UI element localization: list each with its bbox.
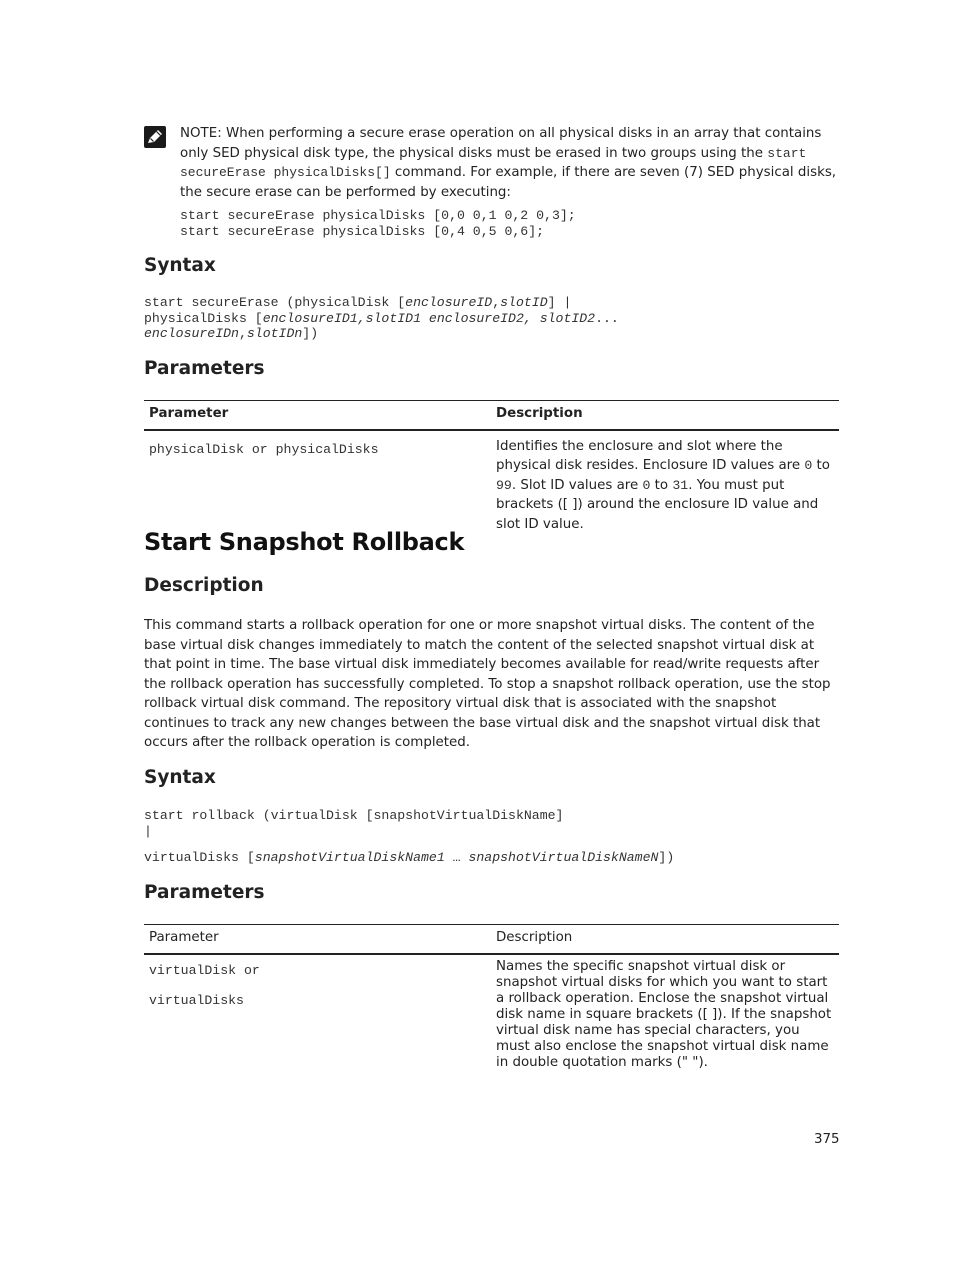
page-section-title: Start Snapshot Rollback [144,528,465,556]
desc-code: 0 [804,458,813,473]
parameters-table [144,400,839,542]
code-line: start secureErase physicalDisks [0,0 0,1 0,2 0,3]; [180,208,576,223]
note-code-block [180,208,840,239]
note-text-part: command. For example, if there are seven (7) SED physical disks, the secure erase can be performed by executing: [180,165,837,200]
column-header-parameter: Parameter [144,925,491,954]
desc-text: to [650,477,673,493]
code-text: ... [595,310,619,326]
code-text: ]) [658,850,675,865]
desc-code: 99 [496,477,512,493]
parameters-heading: Parameters [144,358,265,379]
table-header-row [144,925,839,954]
description-cell [491,430,839,543]
parameters-heading: Parameters [144,882,265,903]
code-line [144,850,674,866]
desc-code: 31 [672,477,689,493]
parameters-table [144,924,839,1079]
code-text: physicalDisks [ [144,310,263,326]
note-body [180,124,840,239]
column-header-description: Description [491,925,839,954]
desc-text: . Slot ID values are [511,477,643,493]
code-line: | [144,823,152,839]
code-italic: slotIDn [246,326,303,341]
note-text-part: When performing a secure erase operation on all physical disks in an array that contains only SED physical disk type, the physical disks must be erased in two groups using the [180,126,822,161]
code-italic: enclosureID [405,295,493,310]
column-header-parameter: Parameter [144,401,491,430]
syntax-heading: Syntax [144,767,216,788]
code-text: … [444,850,469,865]
code-italic: enclosureIDn [144,326,239,341]
code-line [144,311,619,327]
code-line [144,326,619,342]
table-row [144,430,839,543]
table-row [144,954,839,1079]
code-italic: snapshotVirtualDiskName1 [254,850,445,865]
note-inline-code: start secureErase physicalDisks[] [180,145,807,180]
desc-text: Identifies the enclosure and slot where the physical disk resides. Enclosure ID values are [496,438,805,473]
desc-text: to [812,458,830,473]
code-text: ] | [547,295,572,310]
code-text: ]) [302,326,319,341]
pencil-note-icon [144,126,166,148]
syntax-code-block [144,808,674,866]
code-line: start secureErase physicalDisks [0,4 0,5 0,6]; [180,223,545,239]
code-text: start secureErase (physicalDisk [ [144,295,406,310]
code-line: start rollback (virtualDisk [snapshotVirtualDiskName] [144,808,564,823]
note-text [180,124,840,202]
syntax-code-block [144,295,619,342]
code-text: , [238,326,247,341]
description-cell: Names the specific snapshot virtual disk or snapshot virtual disks for which you want to start a rollback operation. Enclose the snapshot virtual disk name in square brackets ([ ]). If the snapshot virtual disk name has special characters, you must also enclose the snapshot virtual disk name in double quotation marks (" "). [496,958,832,1070]
syntax-heading: Syntax [144,255,216,276]
description-heading: Description [144,575,264,596]
note-label: NOTE: [180,126,222,141]
desc-text: . You must put brackets ([ ]) around the enclosure ID value and slot ID value. [496,477,819,532]
code-text: virtualDisks [ [144,850,255,865]
column-header-description: Description [491,401,839,430]
code-line [144,295,619,311]
table-header-row [144,401,839,430]
parameter-cell: physicalDisk or physicalDisks [149,441,379,457]
code-text: , [492,295,501,310]
page-number: 375 [814,1132,840,1147]
parameter-line: virtualDisks [149,993,244,1008]
parameter-line: virtualDisk or [149,962,260,978]
code-italic: snapshotVirtualDiskNameN [468,850,659,865]
desc-code: 0 [642,477,651,493]
code-italic: enclosureID1,slotID1 enclosureID2, slotID2 [262,310,596,326]
parameter-cell [144,954,491,1079]
description-paragraph: This command starts a rollback operation for one or more snapshot virtual disks. The content of the base virtual disk changes immediately to match the content of the selected snapshot virtual disk at that point in time. The base virtual disk immediately becomes available for read/write requests after the rollback operation has successfully completed. To stop a snapshot rollback operation, use the stop rollback virtual disk command. The repository virtual disk that is associated with the snapshot continues to track any new changes between the base virtual disk and the snapshot virtual disk that occurs after the rollback operation is completed. [144,618,831,750]
code-italic: slotID [500,295,548,310]
